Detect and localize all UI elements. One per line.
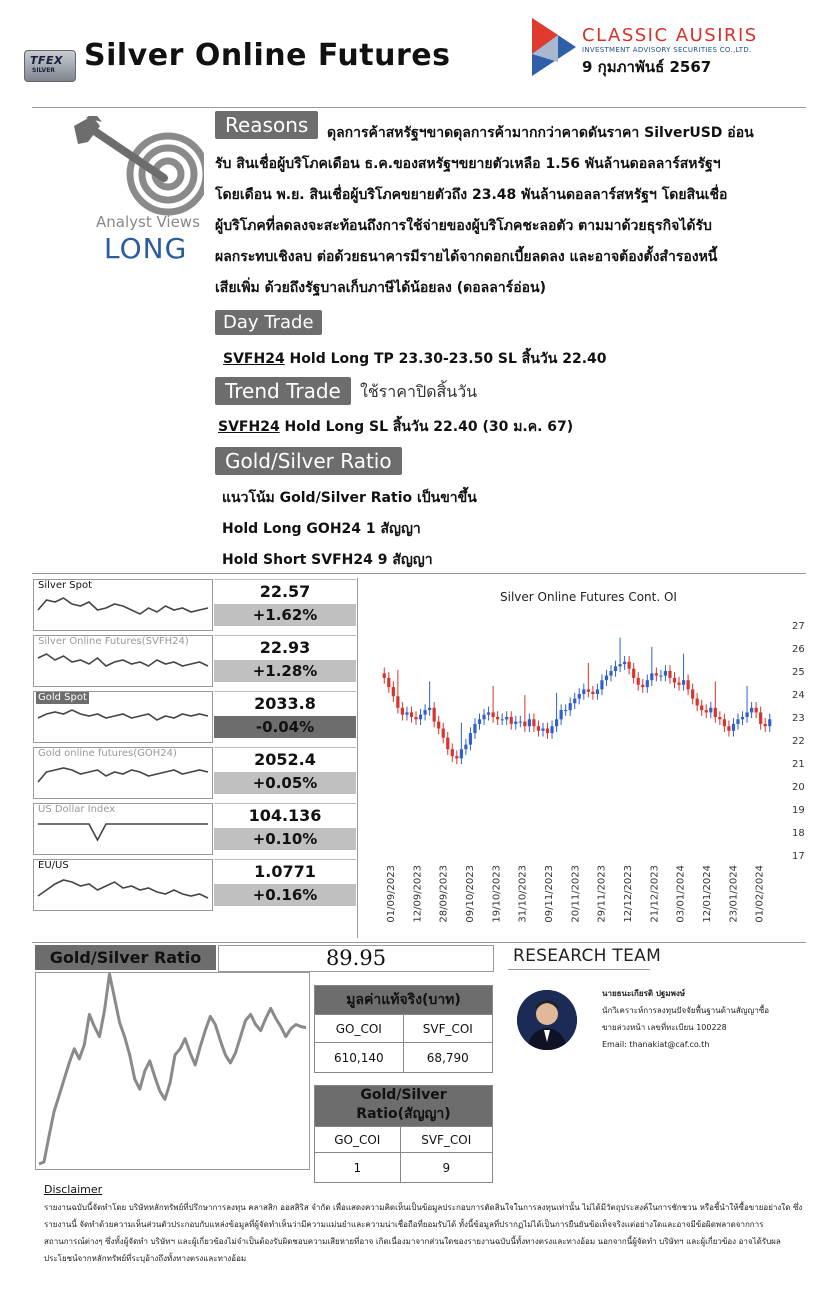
candle-body	[609, 671, 612, 676]
candle-body	[673, 678, 676, 683]
analyst-email: Email: thanakiat@caf.co.th	[602, 1040, 710, 1049]
x-tick-label: 29/11/2023	[596, 865, 608, 923]
fair-value-header: มูลค่าแท้จริง(บาท)	[315, 986, 493, 1015]
contracts-header: Gold/Silver Ratio(สัญญา)	[315, 1086, 493, 1127]
candle-body	[646, 680, 649, 687]
candle-body	[564, 710, 567, 711]
candle-body	[718, 717, 721, 719]
fair-value-cell: 610,140	[315, 1043, 404, 1073]
sparkline	[33, 803, 213, 855]
candle-body	[414, 717, 417, 719]
candle-body	[582, 689, 585, 694]
x-tick-label: 01/09/2023	[386, 865, 397, 923]
candle-body	[655, 673, 658, 675]
day-trade-tag: Day Trade	[215, 310, 322, 335]
x-tick-label: 12/09/2023	[412, 865, 424, 923]
candle-body	[650, 673, 653, 680]
report-date: 9 กุมภาพันธ์ 2567	[582, 58, 712, 76]
panel-label: Silver Online Futures(SVFH24)	[38, 636, 189, 647]
candle-body	[709, 708, 712, 713]
tfex-logo-sub: SILVER	[32, 67, 55, 74]
panel-value: 104.136	[214, 803, 356, 828]
candle-body	[705, 710, 708, 712]
contracts-cell: 9	[400, 1153, 492, 1183]
y-tick-label: 24	[792, 690, 805, 701]
y-tick-label: 19	[792, 805, 805, 816]
panel-value: 22.93	[214, 635, 356, 660]
panel-value: 2033.8	[214, 691, 356, 716]
candle-body	[677, 683, 680, 685]
y-tick-label: 21	[792, 759, 805, 770]
panel-value: 22.57	[214, 579, 356, 604]
candle-body	[464, 745, 467, 750]
candle-body	[546, 729, 549, 734]
gold-silver-line: แนวโน้ม Gold/Silver Ratio เป็นขาขึ้น	[222, 490, 477, 506]
gsr-series-line	[39, 974, 306, 1164]
x-tick-label: 21/12/2023	[649, 865, 661, 923]
page-title: Silver Online Futures	[84, 38, 451, 73]
panel-change: +1.28%	[214, 660, 356, 682]
candle-body	[469, 733, 472, 745]
reasons-line: รับ สินเชื่อผู้บริโภคเดือน ธ.ค.ของสหรัฐฯขยายตัวเหลือ 1.56 พันล้านดอลลาร์สหรัฐฯ	[215, 156, 721, 172]
analyst-views-label: Analyst Views	[96, 213, 200, 231]
candle-body	[569, 703, 572, 710]
candle-body	[396, 696, 399, 708]
analyst-role2: ขายล่วงหน้า เลขที่ทะเบียน 100228	[602, 1023, 727, 1032]
candle-body	[668, 671, 671, 678]
candle-body	[628, 662, 631, 669]
candle-body	[496, 717, 499, 719]
candlestick-chart	[372, 610, 812, 940]
day-trade-symbol: SVFH24	[223, 351, 285, 367]
candle-body	[532, 719, 535, 726]
x-tick-label: 09/11/2023	[543, 865, 555, 923]
candle-body	[600, 680, 603, 689]
x-tick-label: 23/01/2024	[728, 865, 740, 923]
y-tick-label: 22	[792, 736, 805, 747]
candle-body	[482, 715, 485, 720]
lower-divider	[32, 942, 806, 943]
candle-body	[478, 719, 481, 724]
y-tick-label: 27	[792, 621, 805, 632]
panel-change: +1.62%	[214, 604, 356, 626]
candle-body	[732, 724, 735, 731]
panel-change: +0.16%	[214, 884, 356, 906]
panel-label: US Dollar Index	[38, 804, 116, 815]
disclaimer-text: รายงานฉบับนี้จัดทำโดย บริษัทหลักทรัพย์ที่ปรึกษาการลงทุน คลาสสิก ออสสิริส จำกัด เพื่อแสดงความคิดเห็นเป็นข้อมูลประกอบการตัดสินใจในการลงทุนเท่านั้น ไม่ได้มีวัตถุประสงค์ในการชักชวน หรือชี้นำให้ซื้อขายอย่างใด ซึ่งรายงานนี้ จัดทำด้วยความเห็นส่วนตัวประกอบกับแหล่งข้อมูลที่ผู้จัดทำเห็นว่ามีความแม่นยำและความน่าเชื่อถือที่ยอมรับได้ ทั้งนี้ข้อมูลที่ปรากฏไม่ได้เป็นการยืนยันข้อเท็จจริงแต่อย่างใดและอาจมีข้อผิดพลาดจากการสถานการณ์ต่างๆ ซึ่งทั้งผู้จัดทำ บริษัทฯ และผู้เกี่ยวข้องไม่จำเป็นต้องรับผิดชอบความเสียหายที่อาจ เกิดเนื่องมาจากส่วนใดของรายงานฉบับนี้ทั้งทางตรงและทางอ้อม นอกจากนี้ผู้จัดทำ บริษัทฯ และผู้เกี่ยวข้อง อาจได้รับผลประโยชน์จากหลักทรัพย์ที่ระบุอ้างถึงทั้งทางตรงและทางอ้อม	[44, 1203, 803, 1263]
candle-body	[423, 710, 426, 715]
candle-body	[768, 719, 771, 726]
candle-body	[682, 680, 685, 685]
candle-body	[392, 687, 395, 696]
panel-change: +0.10%	[214, 828, 356, 850]
x-tick-label: 12/12/2023	[622, 865, 634, 923]
candle-body	[537, 726, 540, 731]
candle-body	[741, 717, 744, 719]
candle-body	[614, 666, 617, 671]
disclaimer-title: Disclaimer	[44, 1183, 103, 1196]
candle-body	[691, 689, 694, 698]
panel-label: Gold Spot	[38, 692, 87, 703]
trend-trade-tag: Trend Trade	[215, 377, 351, 405]
candle-body	[700, 706, 703, 711]
candle-body	[764, 724, 767, 726]
candle-body	[573, 699, 576, 704]
y-tick-label: 20	[792, 782, 805, 793]
candle-body	[387, 678, 390, 687]
sparkline	[33, 635, 213, 687]
panel-value: 1.0771	[214, 859, 356, 884]
reasons-paragraph	[215, 118, 795, 304]
candle-body	[555, 719, 558, 726]
sparkline	[33, 579, 213, 631]
x-tick-label: 19/10/2023	[491, 865, 503, 923]
panel-label: EU/US	[38, 860, 69, 871]
y-tick-label: 17	[792, 851, 805, 862]
analyst-avatar	[517, 990, 577, 1050]
candle-body	[591, 692, 594, 694]
analyst-name: นายธนะเกียรติ ปฐมพงษ์	[602, 989, 686, 998]
candle-body	[755, 708, 758, 713]
gold-silver-tag: Gold/Silver Ratio	[215, 447, 402, 475]
target-dart-icon	[72, 116, 204, 216]
x-tick-label: 20/11/2023	[570, 865, 582, 923]
candle-body	[750, 708, 753, 713]
candle-body	[736, 719, 739, 724]
x-tick-label: 03/01/2024	[675, 865, 687, 923]
candle-body	[696, 699, 699, 706]
candle-body	[437, 722, 440, 729]
candle-body	[410, 712, 413, 717]
trend-trade-symbol: SVFH24	[218, 419, 280, 435]
candle-body	[664, 671, 667, 676]
candle-body	[514, 722, 517, 724]
gsr-line-chart	[35, 972, 310, 1170]
gsr-value: 89.95	[218, 945, 494, 972]
candle-body	[455, 756, 458, 758]
candle-body	[541, 729, 544, 731]
candle-body	[460, 749, 463, 758]
candle-body	[405, 712, 408, 714]
day-trade-line	[223, 348, 607, 370]
candle-body	[487, 712, 490, 714]
research-team-title: RESEARCH TEAM	[513, 946, 662, 966]
y-tick-label: 23	[792, 713, 805, 724]
panel-label: Gold online futures(GOH24)	[38, 748, 177, 759]
panel-value: 2052.4	[214, 747, 356, 772]
section-divider	[32, 573, 806, 574]
candle-body	[632, 669, 635, 678]
candle-body	[623, 662, 626, 664]
candle-body	[550, 726, 553, 733]
reasons-line: ผู้บริโภคที่ลดลงจะสะท้อนถึงการใช้จ่ายของผู้บริโภคชะลอตัว ตามมาด้วยธุรกิจได้รับ	[215, 218, 712, 234]
panel-label: Silver Spot	[38, 580, 92, 591]
candle-body	[578, 694, 581, 699]
candle-body	[618, 664, 621, 666]
candle-body	[587, 689, 590, 691]
brand-subtitle: INVESTMENT ADVISORY SECURITIES CO.,LTD.	[582, 46, 752, 54]
market-panel	[33, 691, 357, 744]
candle-body	[596, 689, 599, 694]
reasons-line: เสียเพิ่ม ด้วยถึงรัฐบาลเก็บภาษีได้น้อยลง (ดอลลาร์อ่อน)	[215, 280, 546, 296]
x-tick-label: 28/09/2023	[438, 865, 450, 923]
candle-body	[492, 712, 495, 717]
x-tick-label: 31/10/2023	[517, 865, 529, 923]
fair-value-col: GO_COI	[315, 1015, 404, 1043]
candle-body	[383, 673, 386, 678]
candle-body	[560, 710, 563, 719]
candle-body	[510, 717, 513, 724]
trend-trade-note: ใช้ราคาปิดสิ้นวัน	[360, 382, 478, 401]
sparkline	[33, 691, 213, 743]
research-underline	[508, 969, 650, 970]
contracts-col: SVF_COI	[400, 1127, 492, 1153]
market-panel	[33, 579, 357, 632]
fair-value-col: SVF_COI	[403, 1015, 492, 1043]
candle-body	[723, 719, 726, 726]
candle-body	[442, 729, 445, 738]
research-person	[602, 985, 769, 1053]
x-tick-label: 09/10/2023	[464, 865, 476, 923]
fair-value-cell: 68,790	[403, 1043, 492, 1073]
market-panel	[33, 747, 357, 800]
x-tick-label: 12/01/2024	[701, 865, 713, 923]
panel-change: +0.05%	[214, 772, 356, 794]
candle-body	[419, 715, 422, 720]
reasons-line: ดุลการค้าสหรัฐฯขาดดุลการค้ามากกว่าคาดดันราคา SilverUSD อ่อน	[327, 125, 754, 141]
contracts-cell: 1	[315, 1153, 401, 1183]
candle-body	[446, 738, 449, 750]
gold-silver-line: Hold Long GOH24 1 สัญญา	[222, 521, 421, 537]
candle-body	[501, 719, 504, 720]
brand-logo-icon	[528, 14, 578, 80]
analyst-role: นักวิเคราะห์การลงทุนปัจจัยพื้นฐานด้านสัญญาซื้อ	[602, 1006, 770, 1015]
candle-body	[605, 676, 608, 681]
candle-body	[428, 708, 431, 710]
contracts-table	[314, 1085, 493, 1183]
chart-title: Silver Online Futures Cont. OI	[500, 590, 677, 604]
candle-body	[505, 717, 508, 719]
candle-body	[641, 685, 644, 687]
reasons-line: ผลกระทบเชิงลบ ต่อด้วยธนาคารมีรายได้จากดอกเบี้ยลดลง และอาจต้องตั้งสำรองหนี้	[215, 249, 718, 265]
gold-silver-line: Hold Short SVFH24 9 สัญญา	[222, 552, 433, 568]
candle-body	[727, 726, 730, 731]
y-tick-label: 26	[792, 644, 805, 655]
fair-value-table	[314, 985, 493, 1073]
tfex-logo	[24, 50, 76, 82]
brand-name: CLASSIC AUSIRIS	[582, 25, 758, 46]
trend-trade-text: Hold Long SL สิ้นวัน 22.40 (30 ม.ค. 67)	[279, 419, 574, 435]
contracts-col: GO_COI	[315, 1127, 401, 1153]
y-tick-label: 25	[792, 667, 805, 678]
candle-body	[687, 680, 690, 689]
gsr-label: Gold/Silver Ratio	[35, 945, 216, 970]
tfex-logo-text: TFEX	[30, 54, 64, 67]
sparkline	[33, 859, 213, 911]
reasons-line: โดยเดือน พ.ย. สินเชื่อผู้บริโภคขยายตัวถึง 23.48 พันล้านดอลลาร์สหรัฐฯ โดยสินเชื่อ	[215, 187, 728, 203]
panel-change: -0.04%	[214, 716, 356, 738]
y-tick-label: 18	[792, 828, 805, 839]
candle-body	[759, 712, 762, 724]
candle-body	[745, 712, 748, 717]
market-panel	[33, 803, 357, 856]
candle-body	[659, 676, 662, 677]
candle-body	[637, 678, 640, 685]
sparkline	[33, 747, 213, 799]
market-panel	[33, 859, 357, 912]
trend-trade-line	[218, 416, 573, 438]
day-trade-text: Hold Long TP 23.30-23.50 SL สิ้นวัน 22.40	[284, 351, 607, 367]
x-tick-label: 01/02/2024	[754, 865, 766, 923]
market-panel	[33, 635, 357, 688]
panel-divider	[357, 578, 358, 938]
candle-body	[528, 719, 531, 726]
candle-body	[523, 722, 526, 727]
candle-body	[451, 749, 454, 756]
candle-body	[519, 722, 522, 723]
analyst-view-value: LONG	[104, 232, 188, 265]
candle-body	[433, 708, 436, 722]
candle-body	[714, 708, 717, 717]
reasons-tag: Reasons	[215, 111, 318, 139]
candle-body	[473, 724, 476, 733]
candle-body	[401, 708, 404, 715]
header-divider	[32, 107, 806, 108]
